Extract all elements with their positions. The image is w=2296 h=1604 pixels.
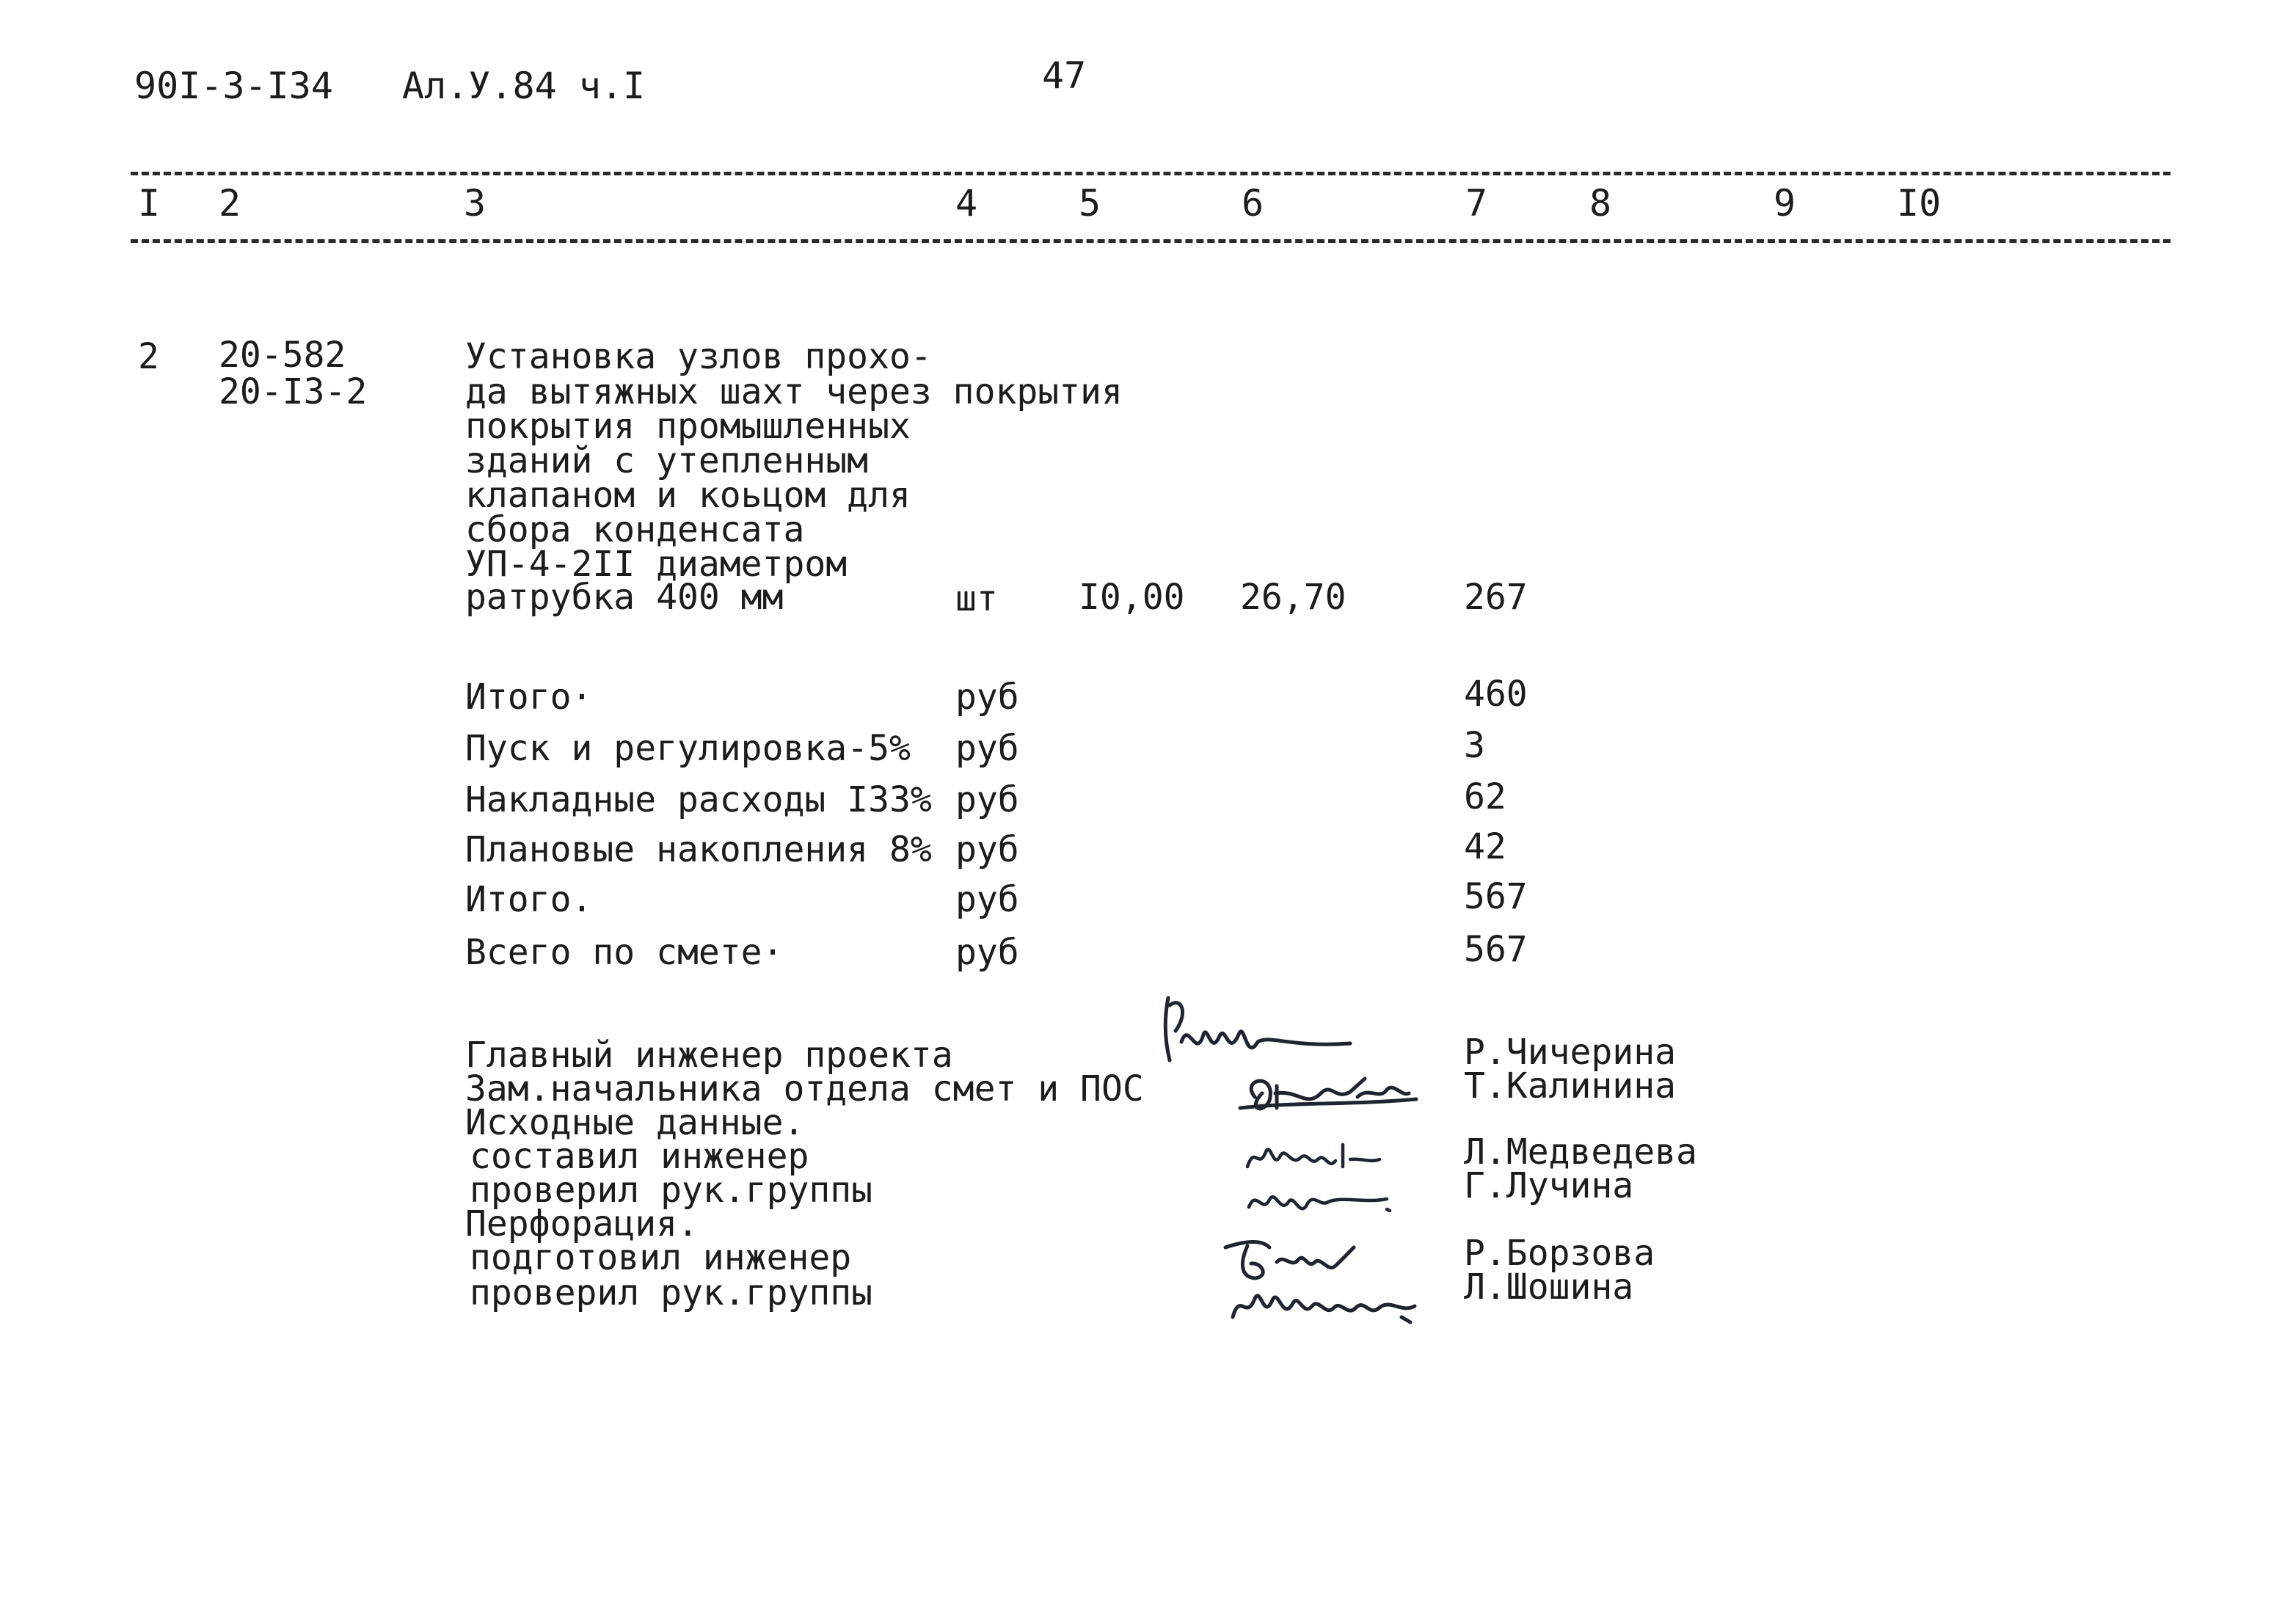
totals-value: 567: [1464, 929, 1528, 970]
description-line: покрытия промышленных: [465, 406, 911, 447]
totals-unit: руб: [955, 677, 1019, 718]
handwritten-signature-shoshina: [1225, 1277, 1424, 1335]
totals-value: 3: [1464, 725, 1485, 766]
description-line: УП-4-2II диаметром: [465, 544, 848, 585]
item-code: 20-I3-2: [219, 371, 368, 412]
item-code: 20-582: [219, 335, 346, 376]
signatory-role: составил инженер: [470, 1136, 809, 1177]
totals-unit: руб: [955, 779, 1019, 820]
document-code: 90I-3-I34: [134, 65, 333, 107]
signatory-role: проверил рук.группы: [470, 1170, 873, 1211]
description-line: зданий с утепленным: [465, 440, 869, 481]
album-reference: Ал.У.84 ч.I: [402, 65, 646, 107]
section-heading: Исходные данные.: [465, 1102, 805, 1143]
totals-label: Итого.: [465, 879, 593, 920]
totals-value: 42: [1464, 826, 1506, 867]
page-number: 47: [1042, 54, 1087, 97]
column-number-2: 2: [219, 182, 241, 225]
signatory-role: Главный инженер проекта: [465, 1035, 953, 1076]
description-line: да вытяжных шахт через покрытия: [465, 371, 1123, 412]
handwritten-signature-kalinina: [1233, 1057, 1424, 1123]
description-line: Установка узлов прохо-: [465, 336, 932, 377]
column-number-3: 3: [464, 182, 486, 225]
totals-label: Плановые накопления 8%: [465, 829, 932, 870]
totals-unit: руб: [955, 728, 1019, 769]
column-header-bottom-rule: [131, 239, 2171, 243]
column-number-7: 7: [1465, 182, 1488, 225]
totals-label: Пуск и регулировка-5%: [465, 728, 911, 769]
totals-unit: руб: [955, 932, 1019, 973]
column-number-8: 8: [1589, 182, 1612, 225]
column-number-9: 9: [1774, 182, 1796, 225]
totals-label: Всего по смете·: [465, 932, 784, 973]
signatory-name: Р.Борзова: [1464, 1233, 1655, 1274]
item-unit-price: 26,70: [1240, 577, 1346, 618]
signatory-name: Т.Калинина: [1464, 1065, 1676, 1107]
column-header-top-rule: [131, 172, 2171, 175]
signatory-name: Р.Чичерина: [1464, 1032, 1676, 1073]
signatory-role: проверил рук.группы: [470, 1272, 873, 1313]
column-number-1: I: [138, 182, 161, 225]
column-number-4: 4: [955, 182, 978, 225]
item-number: 2: [138, 336, 159, 377]
totals-label: Итого·: [465, 677, 593, 718]
item-unit: шт: [955, 578, 998, 619]
item-total: 267: [1464, 577, 1528, 618]
totals-unit: руб: [955, 879, 1019, 920]
description-line: клапаном и коьцом для: [465, 475, 911, 516]
column-number-10: I0: [1897, 182, 1942, 225]
totals-value: 567: [1464, 876, 1528, 917]
column-number-5: 5: [1079, 182, 1101, 225]
signatory-name: Л.Медведева: [1464, 1131, 1697, 1173]
totals-unit: руб: [955, 829, 1019, 870]
description-line: сбора конденсата: [465, 509, 805, 550]
totals-label: Накладные расходы I33%: [465, 779, 932, 820]
signatory-role: Зам.начальника отдела смет и ПОС: [465, 1068, 1144, 1109]
description-line: ратрубка 400 мм: [465, 577, 784, 618]
section-heading: Перфорация.: [465, 1203, 699, 1244]
column-number-6: 6: [1242, 182, 1264, 225]
item-quantity: I0,00: [1079, 577, 1185, 618]
handwritten-signature-luchina: [1240, 1174, 1402, 1225]
totals-value: 62: [1464, 776, 1506, 817]
signatory-name: Г.Лучина: [1464, 1165, 1634, 1206]
signatory-name: Л.Шошина: [1464, 1266, 1634, 1308]
signatory-role: подготовил инженер: [470, 1237, 852, 1278]
totals-value: 460: [1464, 674, 1528, 715]
